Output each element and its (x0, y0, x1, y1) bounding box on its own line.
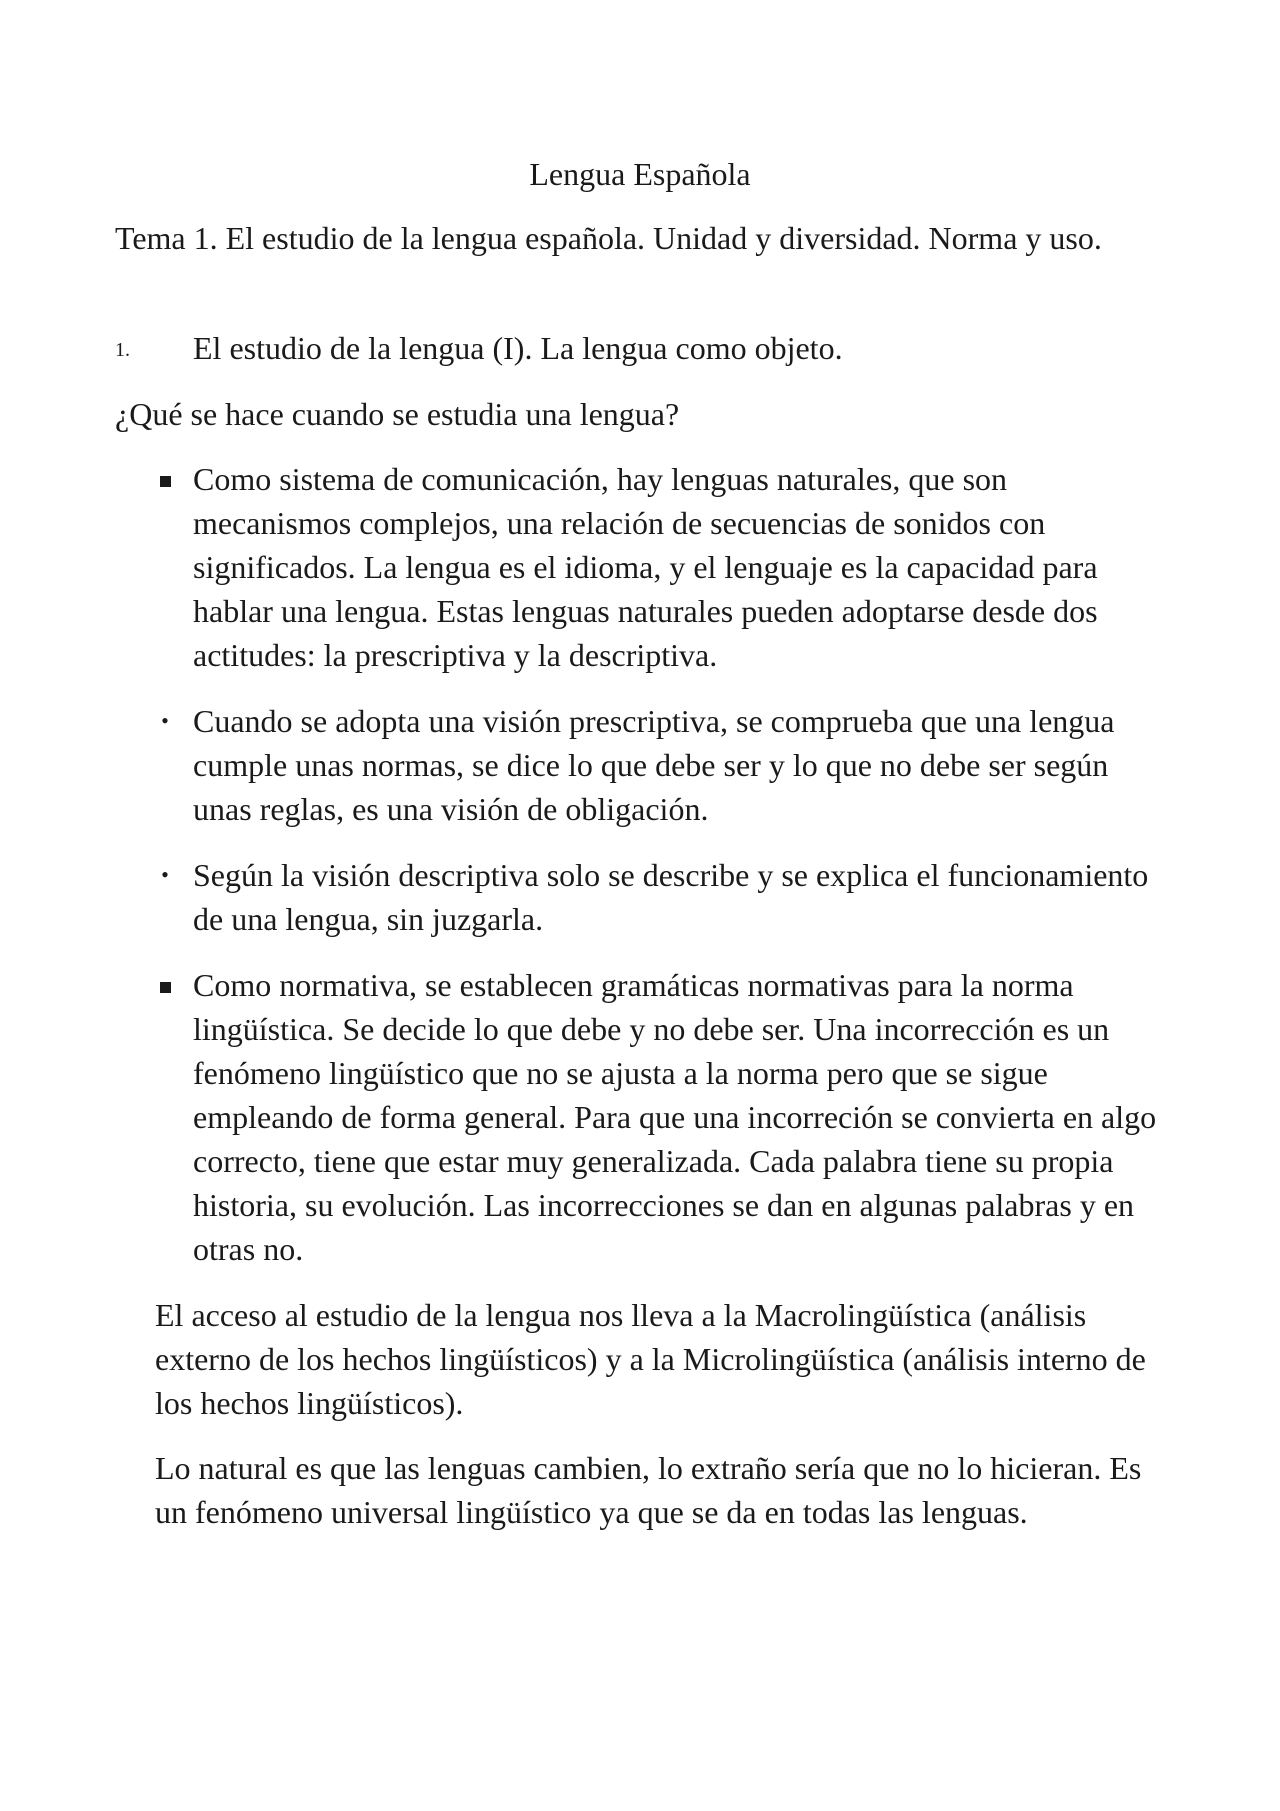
bullet-text: Como sistema de comunicación, hay lenguas naturales, que son mecanismos complejos, una relación de secuencias de sonidos con significados. La lengua es el idioma, y el lenguaje es la capacidad para hablar una lengua. Estas lenguas naturales pueden adoptarse desde dos actitudes: la prescriptiva y la descriptiva. (193, 461, 1098, 673)
bullet-item (161, 853, 1173, 941)
topic-heading: Tema 1. El estudio de la lengua española. Unidad y diversidad. Norma y uso. (115, 220, 1102, 256)
bullet-text: Como normativa, se establecen gramáticas normativas para la norma lingüística. Se decide lo que debe y no debe ser. Una incorrección es un fenómeno lingüístico que no se ajusta a la norma pero que se sigue empleando de forma general. Para que una incorreción se convierta en algo correcto, tiene que estar muy generalizada. Cada palabra tiene su propia historia, su evolución. Las incorrecciones se dan en algunas palabras y en otras no. (193, 967, 1157, 1267)
bullet-item (193, 457, 1173, 677)
section-number: 1. (115, 339, 130, 361)
section-heading: El estudio de la lengua (I). La lengua como objeto. (193, 330, 843, 366)
question-line: ¿Qué se hace cuando se estudia una lengua? (115, 396, 680, 432)
dot-bullet-icon: • (161, 708, 169, 733)
body-paragraph: El acceso al estudio de la lengua nos lleva a la Macrolingüística (análisis externo de los hechos lingüísticos) y a la Microlingüística (análisis interno de los hechos lingüísticos). (155, 1297, 1146, 1421)
square-bullet-icon (155, 963, 175, 1007)
bullet-text: Según la visión descriptiva solo se describe y se explica el funcionamiento de una lengua, sin juzgarla. (193, 857, 1149, 937)
bullet-item (161, 699, 1173, 831)
dot-bullet-icon: • (161, 862, 169, 887)
bullet-text: Cuando se adopta una visión prescriptiva, se comprueba que una lengua cumple unas normas, se dice lo que debe ser y lo que no debe ser según unas reglas, es una visión de obligación. (193, 703, 1115, 827)
document-title: Lengua Española (529, 156, 751, 192)
body-paragraph: Lo natural es que las lenguas cambien, lo extraño sería que no lo hicieran. Es un fenómeno universal lingüístico ya que se da en todas las lenguas. (155, 1450, 1142, 1530)
square-bullet-icon (155, 457, 175, 501)
bullet-item (193, 963, 1173, 1271)
